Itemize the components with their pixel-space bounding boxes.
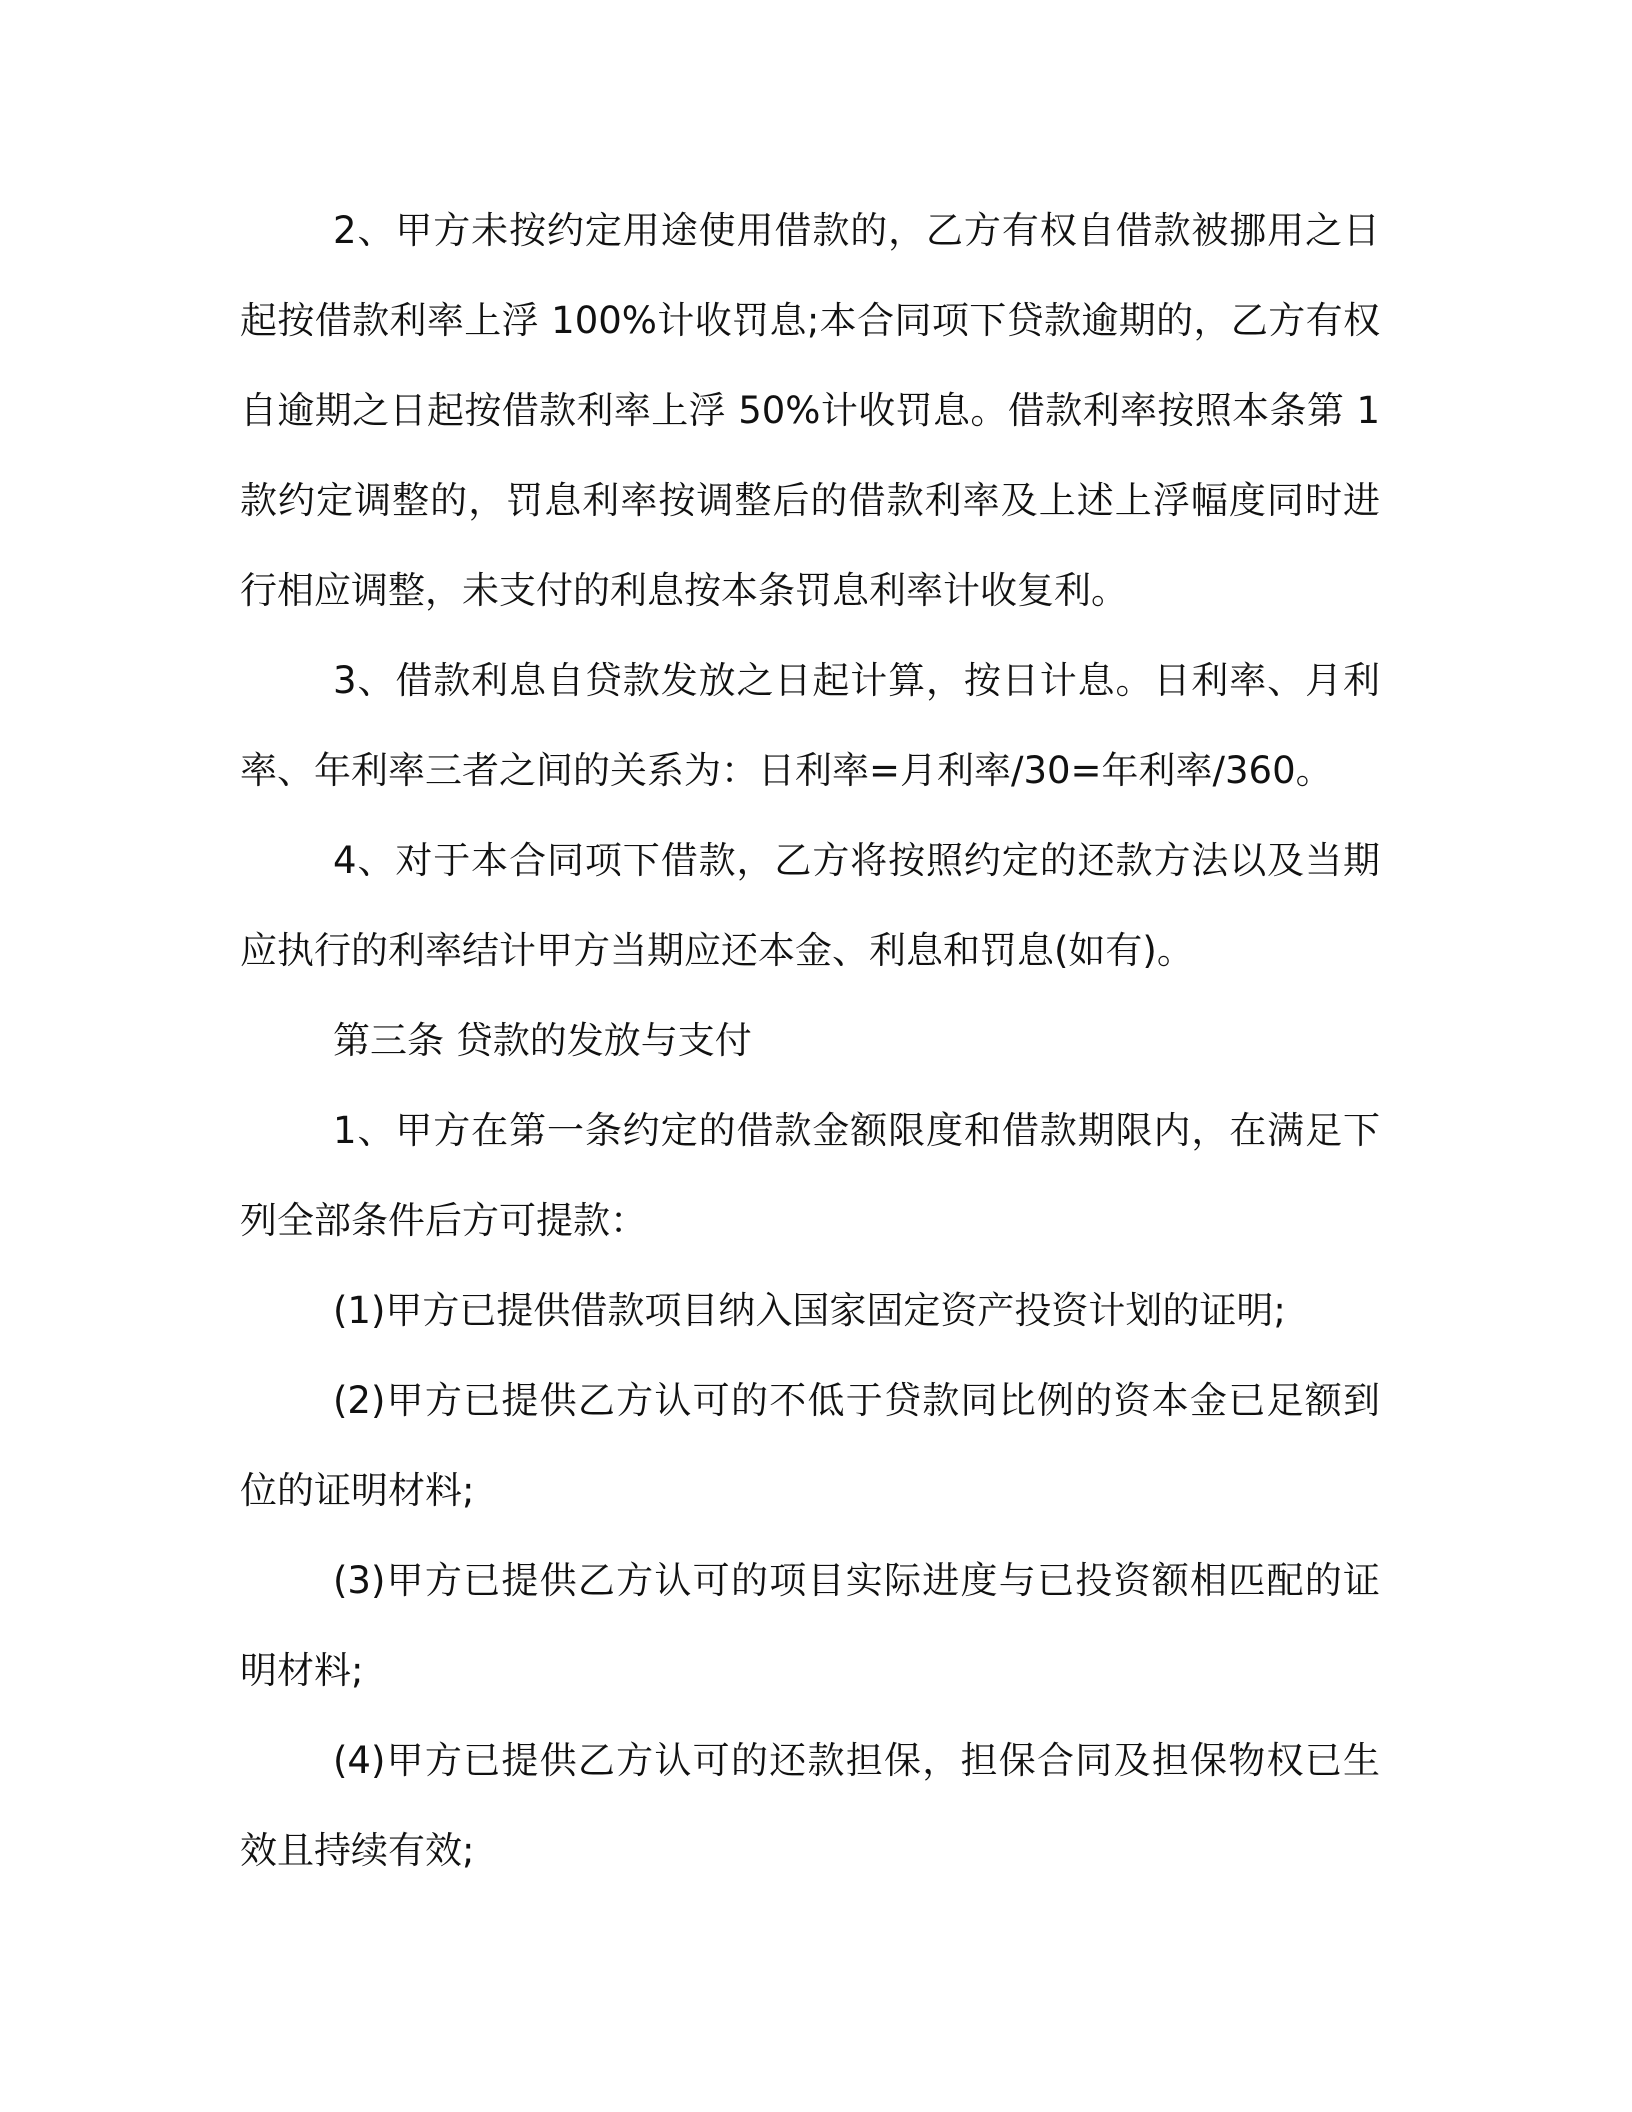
section-heading-article-3: 第三条 贷款的发放与支付 (333, 1019, 752, 1062)
document-body (240, 186, 1380, 1896)
condition-item-4: (4)甲方已提供乙方认可的还款担保，担保合同及担保物权已生效且持续有效; (240, 1739, 1380, 1872)
paragraph-repayment-calculation: 4、对于本合同项下借款，乙方将按照约定的还款方法以及当期应执行的利率结计甲方当期应还本金、利息和罚息(如有)。 (240, 839, 1380, 972)
condition-item-2: (2)甲方已提供乙方认可的不低于贷款同比例的资本金已足额到位的证明材料; (240, 1379, 1380, 1512)
condition-item-3: (3)甲方已提供乙方认可的项目实际进度与已投资额相匹配的证明材料; (240, 1559, 1380, 1692)
paragraph-penalty-interest: 2、甲方未按约定用途使用借款的，乙方有权自借款被挪用之日起按借款利率上浮 100%计收罚息;本合同项下贷款逾期的，乙方有权自逾期之日起按借款利率上浮 50%计收罚息。借款利率按照本条第 1 款约定调整的，罚息利率按调整后的借款利率及上述上浮幅度同时进行相应调整，未支付的利息按本条罚息利率计收复利。 (240, 209, 1380, 612)
paragraph-interest-calculation: 3、借款利息自贷款发放之日起计算，按日计息。日利率、月利率、年利率三者之间的关系为：日利率=月利率/30=年利率/360。 (240, 659, 1380, 792)
condition-item-1: (1)甲方已提供借款项目纳入国家固定资产投资计划的证明; (333, 1289, 1286, 1332)
paragraph-drawdown-conditions: 1、甲方在第一条约定的借款金额限度和借款期限内，在满足下列全部条件后方可提款： (240, 1109, 1380, 1242)
